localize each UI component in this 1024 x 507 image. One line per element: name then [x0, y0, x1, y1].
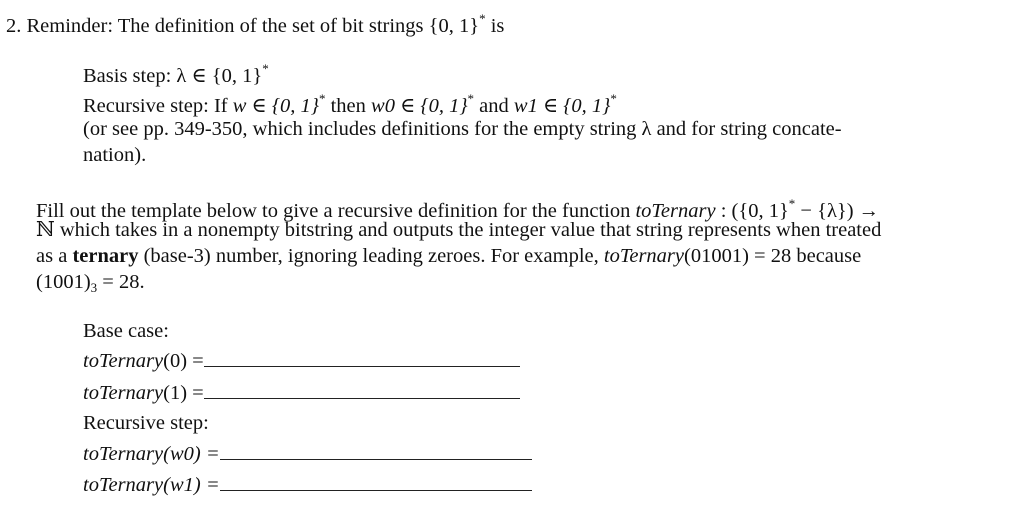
problem-intro-star: *	[479, 11, 486, 26]
task-line4-val: (1001)	[36, 271, 91, 293]
task-line-2: ℕ which takes in a nonempty bitstring and outputs the integer value that string represents when treated	[36, 219, 882, 241]
recursive-if: If	[213, 95, 228, 117]
recursive-star-3: *	[610, 91, 617, 106]
recursive-case-w0	[83, 441, 532, 467]
task-ternary-bold: ternary	[72, 245, 139, 267]
arg-1: (1) =	[163, 382, 204, 404]
task-line-4	[36, 269, 145, 301]
recursive-step	[83, 86, 617, 119]
task-line4-end: = 28.	[97, 271, 145, 293]
task-line3-prefix: as a	[36, 245, 68, 267]
arg-0: (0) =	[163, 350, 204, 372]
recursive-then: then	[330, 95, 366, 117]
basis-label: Basis step:	[83, 65, 172, 87]
func-label-w0: toTernary	[83, 443, 164, 465]
func-label-w1: toTernary	[83, 474, 164, 496]
task-line3-mid: (base-3) number, ignoring leading zeroes. For example,	[143, 245, 599, 267]
recursive-star-1: *	[318, 91, 326, 106]
task-line1-star: *	[788, 196, 796, 211]
answer-blank-1[interactable]	[204, 380, 520, 399]
recursive-case-w1	[83, 472, 532, 498]
task-func-name: toTernary	[635, 200, 716, 222]
task-line-3	[36, 243, 861, 269]
task-line3-end: (01001) = 28 because	[684, 245, 862, 267]
base-case-label: Base case:	[83, 320, 169, 342]
problem-intro-end: is	[485, 15, 505, 37]
recursive-star-2: *	[467, 91, 475, 106]
problem-intro: Reminder: The definition of the set of bit strings {0, 1}	[26, 15, 480, 37]
task-line1-prefix: Fill out the template below to give a recursive definition for the function	[36, 200, 631, 222]
base-case-1	[83, 380, 520, 406]
basis-star: *	[262, 61, 269, 76]
recursive-step-label: Recursive step:	[83, 412, 209, 434]
task-line4-sub: 3	[90, 280, 98, 295]
task-line1-suffix: : ({0, 1}	[715, 200, 789, 222]
recursive-and: and	[479, 95, 509, 117]
reminder-note-line2: nation).	[83, 144, 147, 166]
func-label-1: toTernary	[83, 382, 164, 404]
reminder-note-line1: (or see pp. 349-350, which includes definitions for the empty string λ and for string concate-	[83, 118, 842, 140]
problem-number: 2.	[6, 15, 22, 37]
basis-step	[83, 56, 269, 89]
basis-math: λ ∈ {0, 1}	[176, 65, 263, 87]
recursive-w0-in: w0 ∈ {0, 1}	[371, 95, 468, 117]
func-label-0: toTernary	[83, 350, 164, 372]
problem-heading	[6, 6, 504, 39]
task-line3-func: toTernary	[603, 245, 684, 267]
recursive-label: Recursive step:	[83, 95, 209, 117]
base-case-0	[83, 348, 520, 374]
recursive-w-in: w ∈ {0, 1}	[232, 95, 319, 117]
arg-w1: (w1) =	[163, 474, 220, 496]
answer-blank-w1[interactable]	[220, 472, 532, 491]
task-line1-end: − {λ}) →	[795, 200, 880, 222]
answer-blank-0[interactable]	[204, 348, 520, 367]
recursive-w1-in: w1 ∈ {0, 1}	[513, 95, 611, 117]
arg-w0: (w0) =	[163, 443, 220, 465]
answer-blank-w0[interactable]	[220, 441, 532, 460]
